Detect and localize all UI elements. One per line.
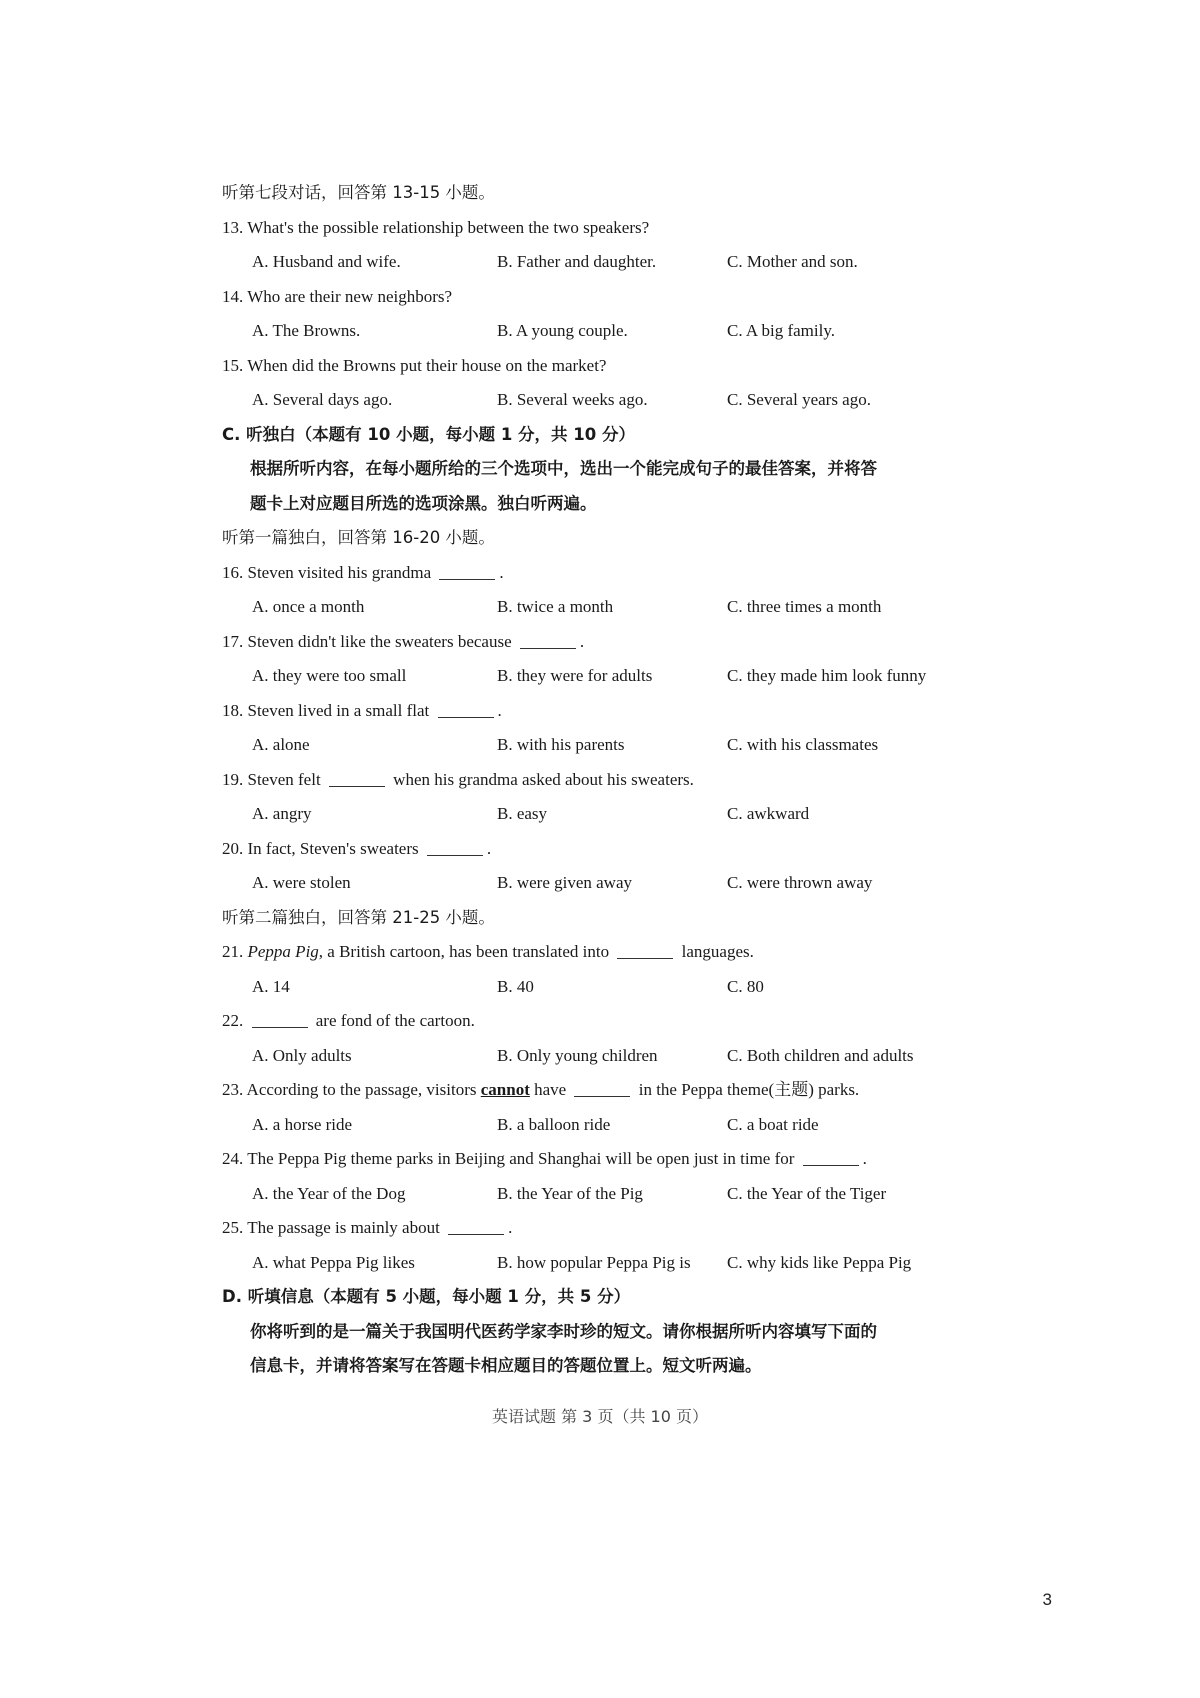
option-c: C. Both children and adults	[727, 1045, 914, 1065]
option-c: C. were thrown away	[727, 873, 873, 892]
section-d-instruction-1: 你将听到的是一篇关于我国明代医药学家李时珍的短文。请你根据所听内容填写下面的	[250, 1321, 877, 1341]
answer-blank	[427, 854, 483, 856]
option-c: C. the Year of the Tiger	[727, 1183, 887, 1203]
options-21	[222, 970, 1002, 1005]
option-c: C. Mother and son.	[727, 252, 858, 271]
question-23-end: in the Peppa theme(主题) parks.	[638, 1080, 860, 1099]
monologue-1-instruction: 听第一篇独白，回答第 16-20 小题。	[222, 528, 495, 547]
option-b: B. A young couple.	[497, 321, 628, 340]
question-19-end: when his grandma asked about his sweaters.	[393, 769, 694, 789]
section-c-instruction-2: 题卡上对应题目所选的选项涂黑。独白听两遍。	[250, 493, 597, 513]
question-24-stem: 24. The Peppa Pig theme parks in Beijing and Shanghai will be open just in time for	[222, 1149, 795, 1168]
option-a: A. what Peppa Pig likes	[252, 1252, 415, 1272]
options-23	[222, 1108, 1002, 1143]
option-a: A. 14	[252, 976, 290, 996]
options-25	[222, 1246, 1002, 1281]
option-b: B. 40	[497, 976, 534, 996]
option-b: B. easy	[497, 804, 548, 823]
options-22	[222, 1039, 1002, 1074]
option-c: C. awkward	[727, 804, 810, 823]
option-b: B. a balloon ride	[497, 1114, 611, 1134]
answer-blank	[439, 578, 495, 580]
question-15: 15. When did the Browns put their house on the market?	[222, 355, 607, 375]
question-21-number: 21.	[222, 942, 244, 961]
question-18-end: .	[497, 700, 502, 720]
option-a: A. alone	[252, 735, 310, 754]
answer-blank	[438, 716, 494, 718]
option-a: A. were stolen	[252, 873, 351, 892]
option-c: C. A big family.	[727, 321, 835, 340]
page-footer: 英语试题 第 3 页（共 10 页）	[492, 1407, 708, 1426]
cartoon-title: Peppa Pig	[247, 942, 319, 961]
options-13	[222, 245, 1002, 280]
emphasis-word: cannot	[480, 1080, 530, 1099]
option-b: B. the Year of the Pig	[497, 1183, 643, 1203]
question-19	[222, 763, 1002, 798]
exam-content	[222, 176, 1002, 1384]
question-25-end: .	[508, 1218, 513, 1237]
options-16	[222, 590, 1002, 625]
question-23-mid: have	[534, 1080, 567, 1099]
question-21-stem: , a British cartoon, has been translated into	[318, 942, 610, 961]
answer-blank	[448, 1233, 504, 1235]
section-d-instruction-2: 信息卡，并请将答案写在答题卡相应题目的答题位置上。短文听两遍。	[250, 1356, 762, 1375]
option-c: C. with his classmates	[727, 735, 879, 754]
question-24	[222, 1142, 1002, 1177]
option-b: B. twice a month	[497, 597, 614, 616]
options-18	[222, 728, 1002, 763]
answer-blank	[520, 647, 576, 649]
option-b: B. were given away	[497, 873, 633, 892]
option-b: B. how popular Peppa Pig is	[497, 1252, 691, 1272]
question-18	[222, 694, 1002, 729]
question-17	[222, 625, 1002, 660]
answer-blank	[329, 785, 385, 787]
question-21-end: languages.	[681, 942, 754, 961]
option-b: B. Only young children	[497, 1045, 658, 1065]
option-a: A. once a month	[252, 597, 365, 616]
question-20-end: .	[486, 838, 492, 858]
option-b: B. they were for adults	[497, 666, 653, 685]
question-24-end: .	[862, 1149, 867, 1168]
question-21	[222, 935, 1002, 970]
option-a: A. The Browns.	[252, 321, 361, 340]
question-22-end: are fond of the cartoon.	[315, 1011, 475, 1030]
page-number: 3	[1042, 1590, 1052, 1609]
options-15	[222, 383, 1002, 418]
question-16	[222, 556, 1002, 591]
question-23	[222, 1073, 1002, 1108]
question-20-stem: 20. In fact, Steven's sweaters	[222, 838, 419, 858]
section-c-instruction-1: 根据所听内容，在每小题所给的三个选项中，选出一个能完成句子的最佳答案，并将答	[250, 459, 877, 478]
option-a: A. angry	[252, 804, 312, 823]
question-22-number: 22.	[222, 1011, 244, 1030]
option-c: C. a boat ride	[727, 1114, 819, 1134]
option-b: B. with his parents	[497, 735, 625, 754]
option-c: C. three times a month	[727, 597, 882, 616]
option-c: C. they made him look funny	[727, 666, 927, 685]
question-23-stem: 23. According to the passage, visitors	[222, 1080, 477, 1099]
question-19-stem: 19. Steven felt	[222, 769, 321, 789]
answer-blank	[617, 957, 673, 959]
answer-blank	[252, 1026, 308, 1028]
question-25-stem: 25. The passage is mainly about	[222, 1218, 440, 1237]
option-b: B. Several weeks ago.	[497, 390, 648, 409]
question-13: 13. What's the possible relationship between the two speakers?	[222, 217, 650, 237]
answer-blank	[574, 1095, 630, 1097]
option-a: A. Husband and wife.	[252, 252, 401, 271]
option-a: A. the Year of the Dog	[252, 1183, 406, 1203]
option-a: A. Only adults	[252, 1045, 352, 1065]
question-22	[222, 1004, 1002, 1039]
option-c: C. Several years ago.	[727, 390, 871, 409]
answer-blank	[803, 1164, 859, 1166]
option-a: A. a horse ride	[252, 1114, 353, 1134]
dialog-instruction: 听第七段对话，回答第 13-15 小题。	[222, 183, 495, 202]
question-18-stem: 18. Steven lived in a small flat	[222, 700, 430, 720]
options-17	[222, 659, 1002, 694]
section-d-title: D. 听填信息（本题有 5 小题，每小题 1 分，共 5 分）	[222, 1287, 631, 1306]
option-c: C. why kids like Peppa Pig	[727, 1252, 912, 1272]
option-b: B. Father and daughter.	[497, 252, 657, 271]
options-14	[222, 314, 1002, 349]
option-a: A. Several days ago.	[252, 390, 393, 409]
question-14: 14. Who are their new neighbors?	[222, 286, 453, 306]
option-a: A. they were too small	[252, 666, 407, 685]
question-25	[222, 1211, 1002, 1246]
monologue-2-instruction: 听第二篇独白，回答第 21-25 小题。	[222, 907, 495, 927]
options-24	[222, 1177, 1002, 1212]
option-c: C. 80	[727, 976, 764, 996]
question-17-end: .	[579, 631, 585, 651]
options-20	[222, 866, 1002, 901]
section-c-title: C. 听独白（本题有 10 小题，每小题 1 分，共 10 分）	[222, 424, 635, 444]
question-20	[222, 832, 1002, 867]
question-16-end: .	[499, 562, 504, 582]
question-16-stem: 16. Steven visited his grandma	[222, 562, 432, 582]
options-19	[222, 797, 1002, 832]
question-17-stem: 17. Steven didn't like the sweaters because	[222, 631, 512, 651]
